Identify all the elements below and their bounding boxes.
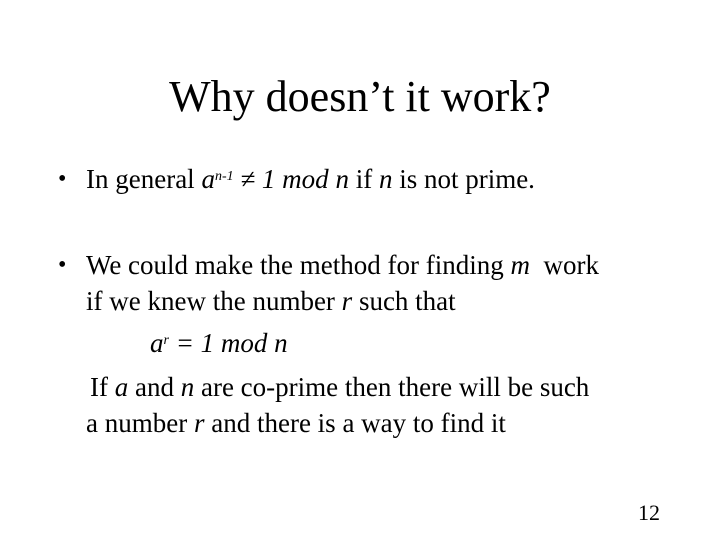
slide-title: Why doesn’t it work? <box>169 72 551 121</box>
equation-rest: = 1 mod n <box>168 328 288 358</box>
bullet-1-suffix: is not prime. <box>392 164 535 194</box>
bullet-2-line1-var: m <box>510 250 530 280</box>
bullet-2-line-1 <box>86 250 599 280</box>
equation-base: a <box>150 328 164 358</box>
note-line-1 <box>90 372 589 402</box>
bullet-1-mid: if <box>348 164 379 194</box>
note-line-2 <box>86 408 506 438</box>
bullet-2-line2-suffix: such that <box>352 286 456 316</box>
note-line2-a: a number <box>86 408 194 438</box>
bullet-1-exponent: n-1 <box>214 169 234 184</box>
note-line1-a: If <box>90 372 115 402</box>
note-var-r: r <box>193 408 205 438</box>
bullet-1-modulus: n <box>335 164 349 194</box>
bullet-1-marker: • <box>58 166 67 192</box>
note-var-a: a <box>114 372 129 402</box>
bullet-2-marker: • <box>58 252 67 278</box>
note-line2-b: and there is a way to find it <box>204 408 506 438</box>
bullet-2-line2-prefix: if we knew the number <box>86 286 342 316</box>
bullet-1-prefix: In general <box>86 164 202 194</box>
bullet-2-line1-prefix: We could make the method for finding <box>86 250 511 280</box>
equation <box>150 328 288 358</box>
equation-exponent: r <box>163 333 169 348</box>
bullet-1-relation: ≠ 1 mod <box>233 164 336 194</box>
bullet-2-line1-suffix: work <box>529 250 599 280</box>
note-line1-c: are co-prime then there will be such <box>194 372 590 402</box>
bullet-1-base: a <box>201 164 215 194</box>
note-var-n: n <box>180 372 195 402</box>
page-number: 12 <box>638 500 660 525</box>
bullet-1-var: n <box>378 164 393 194</box>
bullet-1-text <box>86 164 535 194</box>
bullet-2-line-2 <box>86 286 456 316</box>
bullet-2-line2-var: r <box>341 286 353 316</box>
note-line1-b: and <box>128 372 181 402</box>
